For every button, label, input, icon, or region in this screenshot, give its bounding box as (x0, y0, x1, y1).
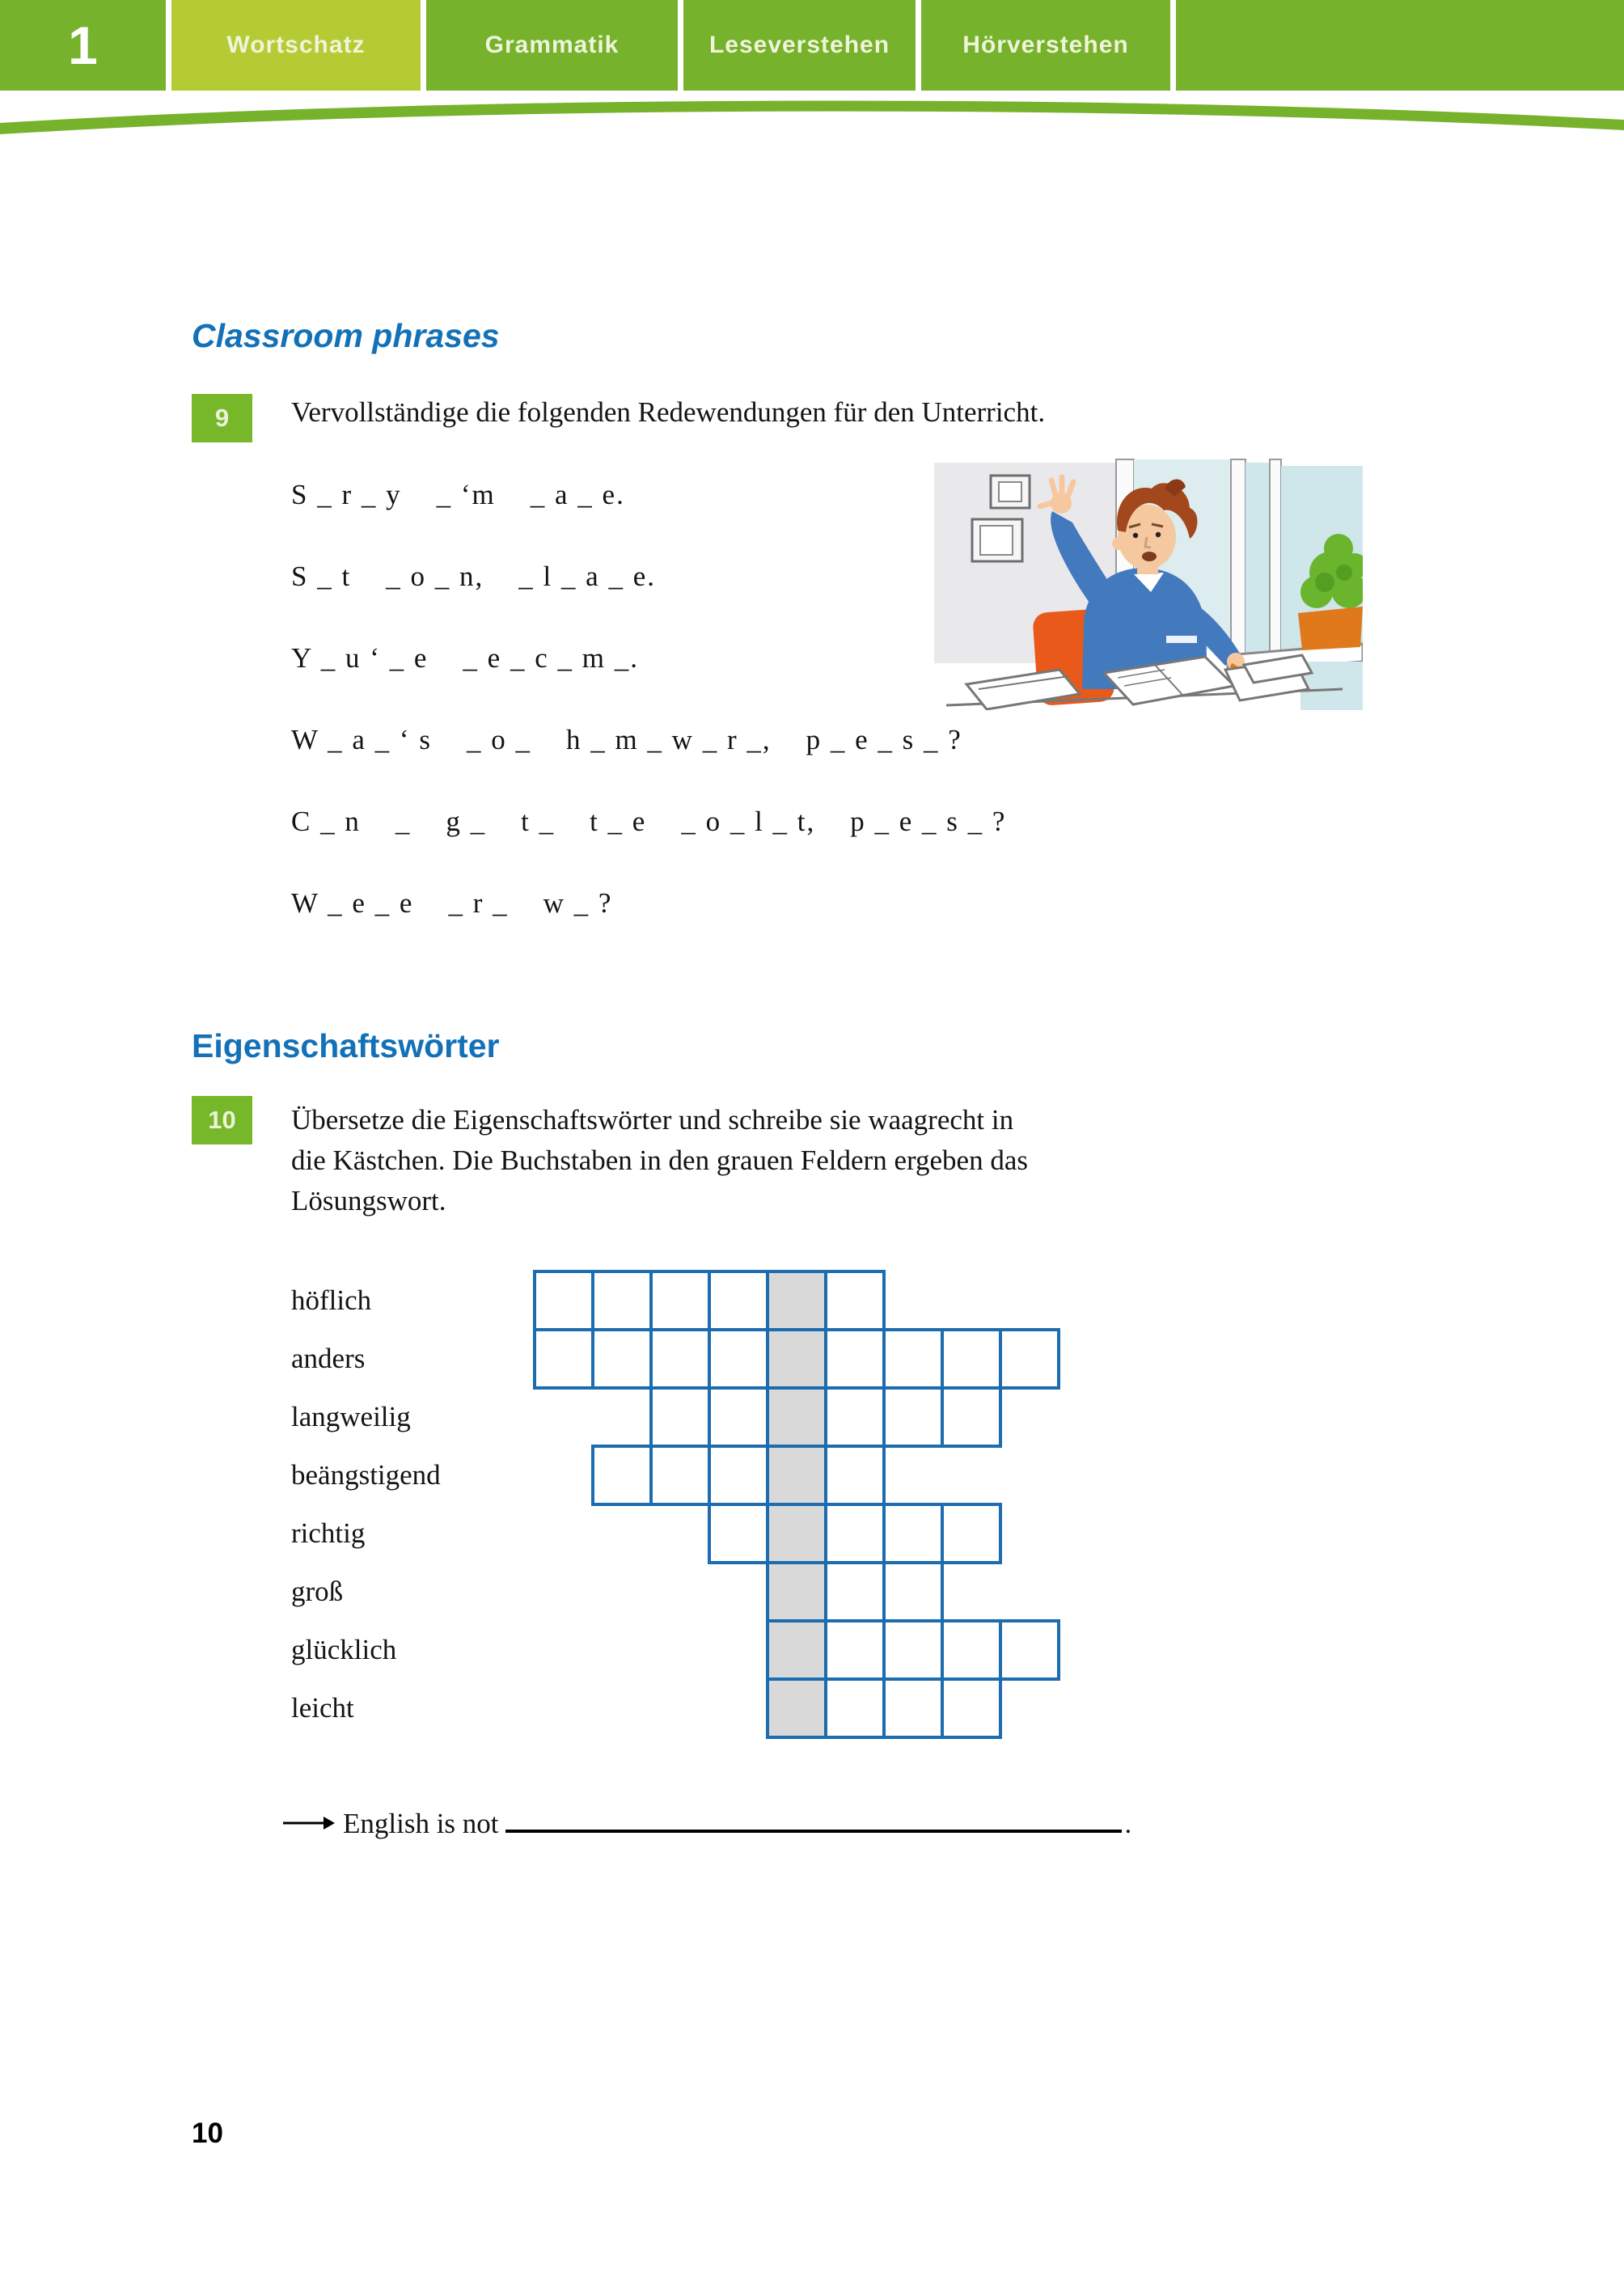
instruction-line: Lösungswort. (291, 1185, 446, 1216)
crossword-cell[interactable] (709, 1271, 768, 1330)
crossword-cell[interactable] (826, 1621, 884, 1679)
crossword-cell[interactable] (826, 1504, 884, 1563)
classroom-illustration (922, 453, 1363, 710)
crossword-cell[interactable] (1000, 1621, 1059, 1679)
crossword-word-label: anders (291, 1343, 366, 1374)
crossword-cell[interactable] (768, 1446, 826, 1504)
crossword-cell[interactable] (709, 1330, 768, 1388)
crossword-word-label: groß (291, 1576, 344, 1607)
phrase-line: Y _ u ‘ _ e _ e _ c _ m _. (291, 642, 639, 674)
crossword-cell[interactable] (593, 1271, 651, 1330)
crossword-cell[interactable] (884, 1330, 942, 1388)
section-title-classroom-phrases: Classroom phrases (192, 317, 500, 355)
exercise-10-badge: 10 (192, 1096, 252, 1144)
crossword-word-label: beängstigend (291, 1459, 441, 1491)
crossword-cell[interactable] (768, 1621, 826, 1679)
crossword-cell[interactable] (884, 1621, 942, 1679)
crossword-cell[interactable] (826, 1388, 884, 1446)
crossword-cell[interactable] (651, 1388, 709, 1446)
crossword-word-labels (291, 1271, 534, 1737)
header-filler (1176, 0, 1624, 91)
unit-number: 1 (0, 0, 166, 91)
solution-prefix: English is not (343, 1808, 499, 1839)
phrase-line: S _ t _ o _ n, _ l _ a _ e. (291, 561, 656, 592)
crossword-cell[interactable] (942, 1330, 1000, 1388)
crossword-cell[interactable] (884, 1388, 942, 1446)
crossword-cell[interactable] (768, 1388, 826, 1446)
tab-h-rverstehen[interactable]: Hörverstehen (921, 0, 1170, 91)
crossword-cell[interactable] (826, 1271, 884, 1330)
crossword-cell[interactable] (709, 1504, 768, 1563)
crossword-cell[interactable] (651, 1446, 709, 1504)
long-arrow-icon (283, 1813, 335, 1833)
crossword-cell[interactable] (651, 1271, 709, 1330)
crossword-cell[interactable] (826, 1330, 884, 1388)
crossword-cell[interactable] (884, 1563, 942, 1621)
unit-header (0, 0, 1624, 91)
phrase-line: W _ e _ e _ r _ w _ ? (291, 887, 613, 919)
solution-period: . (1124, 1808, 1132, 1839)
crossword-cell[interactable] (768, 1563, 826, 1621)
crossword-cell[interactable] (593, 1446, 651, 1504)
crossword-cell[interactable] (884, 1679, 942, 1737)
crossword-cell[interactable] (535, 1271, 593, 1330)
tab-leseverstehen[interactable]: Leseverstehen (683, 0, 916, 91)
crossword-word-label: leicht (291, 1692, 354, 1724)
crossword-cell[interactable] (884, 1504, 942, 1563)
tab-grammatik[interactable]: Grammatik (426, 0, 678, 91)
exercise-10-instruction (291, 1100, 1028, 1221)
crossword-word-label: glücklich (291, 1634, 397, 1665)
crossword-word-label: höflich (291, 1284, 372, 1316)
instruction-line: die Kästchen. Die Buchstaben in den grauen Feldern ergeben das (291, 1144, 1028, 1176)
exercise-9-instruction: Vervollständige die folgenden Redewendungen für den Unterricht. (291, 396, 1046, 428)
crossword-cell[interactable] (651, 1330, 709, 1388)
crossword-cell[interactable] (593, 1330, 651, 1388)
crossword-cell[interactable] (942, 1621, 1000, 1679)
solution-line (283, 1800, 1131, 1840)
crossword-cell[interactable] (709, 1388, 768, 1446)
crossword-cell[interactable] (826, 1679, 884, 1737)
crossword-cell[interactable] (826, 1563, 884, 1621)
crossword-word-label: langweilig (291, 1401, 411, 1432)
tab-wortschatz[interactable]: Wortschatz (171, 0, 421, 91)
crossword-cell[interactable] (1000, 1330, 1059, 1388)
phrase-line: W _ a _ ‘ s _ o _ h _ m _ w _ r _, p _ e _ s _ ? (291, 724, 962, 755)
crossword-grid (531, 1268, 1062, 1741)
instruction-line: Übersetze die Eigenschaftswörter und schreibe sie waagrecht in (291, 1104, 1014, 1136)
crossword-cell[interactable] (535, 1330, 593, 1388)
crossword-cell[interactable] (942, 1388, 1000, 1446)
phrase-line: S _ r _ y _ ‘m _ a _ e. (291, 479, 625, 510)
crossword-cell[interactable] (942, 1679, 1000, 1737)
crossword-cell[interactable] (942, 1504, 1000, 1563)
exercise-9-badge: 9 (192, 394, 252, 442)
crossword-cell[interactable] (826, 1446, 884, 1504)
solution-blank[interactable] (505, 1800, 1122, 1833)
crossword-cell[interactable] (768, 1504, 826, 1563)
header-swoosh (0, 89, 1624, 170)
page-number: 10 (192, 2117, 223, 2149)
crossword-cell[interactable] (768, 1679, 826, 1737)
crossword-cell[interactable] (768, 1330, 826, 1388)
crossword-cell[interactable] (709, 1446, 768, 1504)
phrase-line: C _ n _ g _ t _ t _ e _ o _ l _ t, p _ e _ s _ ? (291, 806, 1007, 837)
section-title-eigenschaftswoerter: Eigenschaftswörter (192, 1027, 500, 1065)
crossword-cell[interactable] (768, 1271, 826, 1330)
crossword-word-label: richtig (291, 1517, 366, 1549)
